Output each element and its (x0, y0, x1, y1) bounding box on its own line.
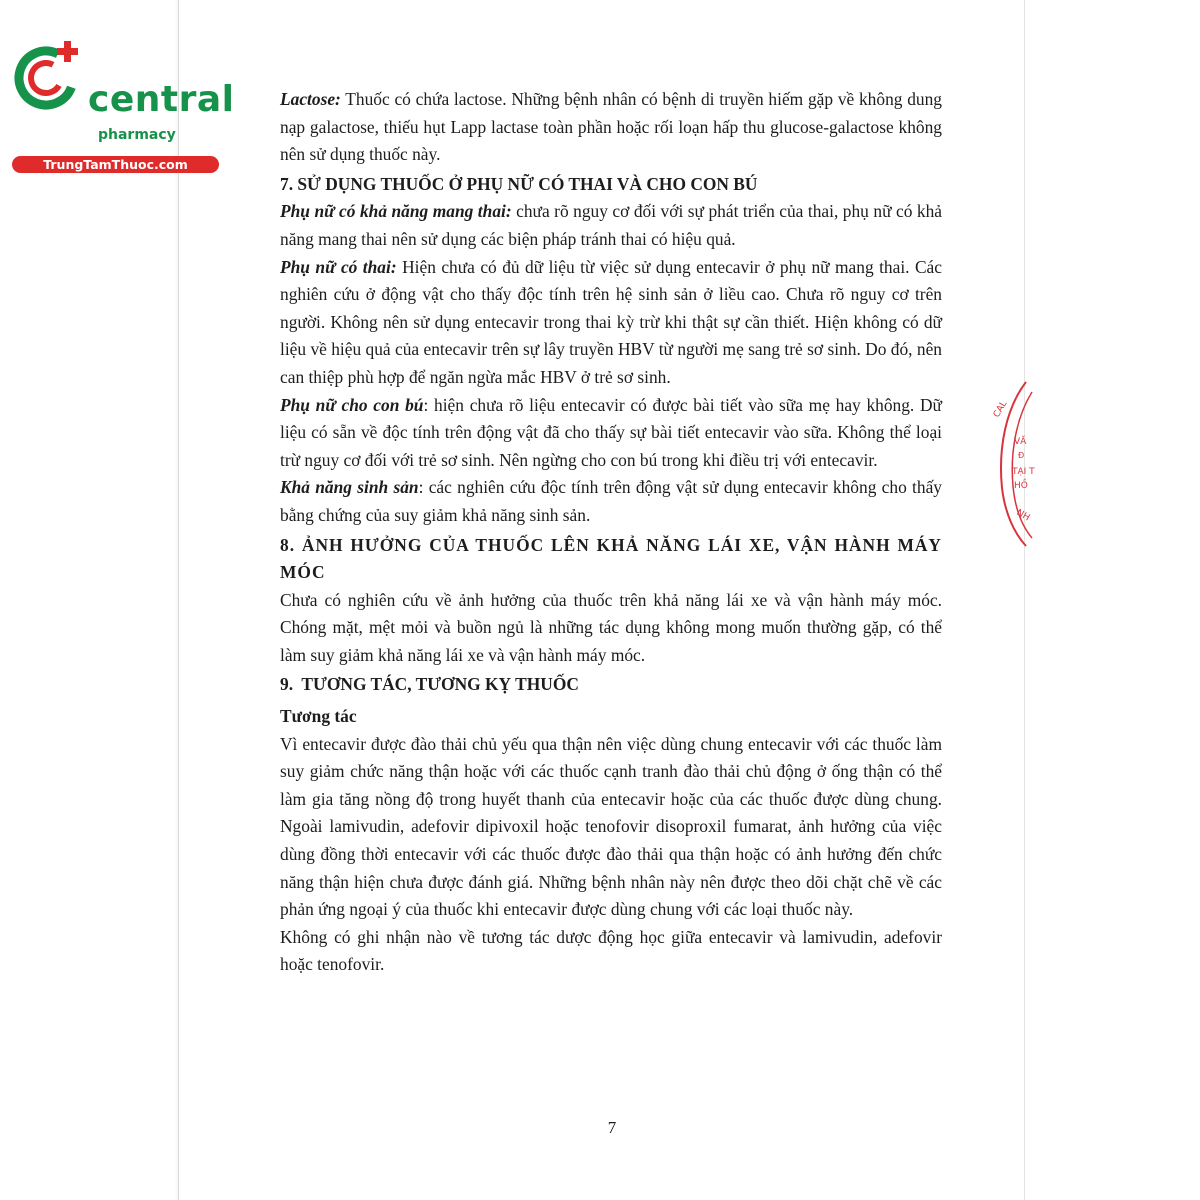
section-9-paragraph-2: Không có ghi nhận nào về tương tác dược động học giữa entecavir và lamivudin, adefovir hoặc tenofovir. (280, 926, 942, 975)
section-7-p3-text: : hiện chưa rõ liệu entecavir có được bài tiết vào sữa mẹ hay không. Dữ liệu có sẵn về độc tính trên động vật đã cho thấy sự bài tiết entecavir vào sữa. Không thể loại trừ nguy cơ đối với trẻ sơ sinh. Nên ngừng cho con bú trong khi điều trị với entecavir. (280, 394, 942, 470)
logo-url-badge: TrungTamThuoc.com (12, 156, 219, 173)
svg-text:TẠI T: TẠI T (1012, 467, 1035, 477)
section-7-p2-label: Phụ nữ có thai: (280, 256, 397, 277)
section-7-p1-text: chưa rõ nguy cơ đối với sự phát triển của thai, phụ nữ có khả năng mang thai nên sử dụng các biện pháp tránh thai có hiệu quả. (280, 201, 942, 249)
section-7-paragraph-2 (280, 254, 942, 392)
svg-text:HỒ: HỒ (1014, 481, 1028, 491)
svg-text:NH: NH (1014, 507, 1032, 524)
section-7-paragraph-4 (280, 474, 942, 529)
svg-text:VĂ: VĂ (1014, 437, 1027, 447)
section-7-p3-label: Phụ nữ cho con bú (280, 394, 424, 415)
section-9-paragraph-1: Vì entecavir được đào thải chủ yếu qua thận nên việc dùng chung entecavir với các thuốc làm suy giảm chức năng thận hoặc với các thuốc cạnh tranh đào thải chủ động ở ống thận có thể làm gia tăng nồng độ trong huyết thanh của entecavir hoặc của các thuốc được dùng chung. Ngoài lamivudin, adefovir dipivoxil hoặc tenofovir disoproxil fumarat, ảnh hưởng của việc dùng đồng thời entecavir với các thuốc được đào thải qua thận hoặc có ảnh hưởng đến chức năng thận hiện chưa được đánh giá. Những bệnh nhân này nên được theo dõi chặt chẽ về các phản ứng ngoại ý của thuốc khi entecavir được dùng chung với các loại thuốc này. (280, 733, 942, 920)
svg-text:Đ: Đ (1018, 451, 1025, 460)
lactose-text: Thuốc có chứa lactose. Những bệnh nhân có bệnh di truyền hiếm gặp về không dung nạp galactose, thiếu hụt Lapp lactase toàn phần hoặc rối loạn hấp thu glucose-galactose không nên sử dụng thuốc này. (280, 89, 942, 165)
section-7-p4-text: : các nghiên cứu độc tính trên động vật sử dụng entecavir không cho thấy bằng chứng của suy giảm khả năng sinh sản. (280, 477, 942, 525)
section-7-paragraph-1 (280, 198, 942, 253)
central-pharmacy-logo[interactable] (10, 38, 235, 172)
section-9-heading: 9. TƯƠNG TÁC, TƯƠNG KỴ THUỐC (280, 674, 579, 695)
section-8-heading: 8. ẢNH HƯỞNG CỦA THUỐC LÊN KHẢ NĂNG LÁI XE, VẬN HÀNH MÁY MÓC (280, 534, 942, 583)
lactose-label: Lactose: (280, 89, 341, 109)
page-number: 7 (607, 1118, 617, 1137)
document-body (280, 86, 942, 979)
section-7-heading: 7. SỬ DỤNG THUỐC Ở PHỤ NỮ CÓ THAI VÀ CHO CON BÚ (280, 173, 758, 194)
pharmacy-logo-icon (10, 38, 92, 120)
section-7-p1-label: Phụ nữ có khả năng mang thai: (280, 201, 512, 222)
section-7-p4-label: Khả năng sinh sản (280, 477, 419, 498)
svg-text:CAL: CAL (991, 399, 1010, 420)
logo-brand-text: central (88, 79, 235, 120)
lactose-paragraph (280, 86, 942, 169)
section-7-paragraph-3 (280, 392, 942, 475)
red-seal-stamp-icon (991, 378, 1035, 548)
section-9-subheading: Tương tác (280, 706, 357, 727)
section-7-p2-text: Hiện chưa có đủ dữ liệu từ việc sử dụng entecavir ở phụ nữ mang thai. Các nghiên cứu ở động vật cho thấy độc tính trên hệ sinh sản ở liều cao. Chưa rõ nguy cơ trên người. Không nên sử dụng entecavir trong thai kỳ trừ khi thật sự cần thiết. Hiện không có dữ liệu về hiệu quả của entecavir trên sự lây truyền HBV từ người mẹ sang trẻ sơ sinh. Do đó, nên can thiệp phù hợp để ngăn ngừa mắc HBV ở trẻ sơ sinh. (280, 256, 942, 387)
logo-sub-text: pharmacy (98, 127, 176, 143)
section-8-paragraph: Chưa có nghiên cứu về ảnh hưởng của thuốc trên khả năng lái xe và vận hành máy móc. Chóng mặt, mệt mỏi và buồn ngủ là những tác dụng không mong muốn thường gặp, có thể làm suy giảm khả năng lái xe và vận hành máy móc. (280, 589, 942, 665)
